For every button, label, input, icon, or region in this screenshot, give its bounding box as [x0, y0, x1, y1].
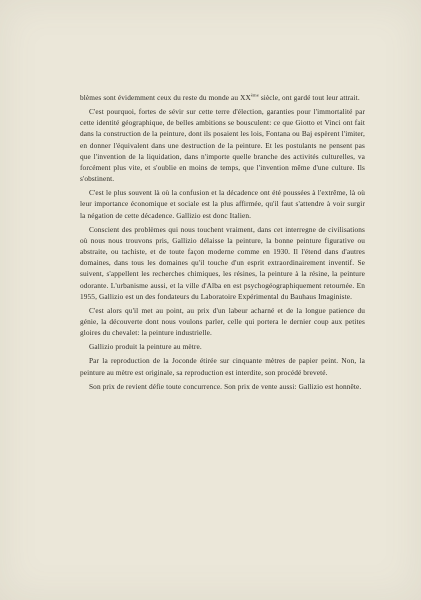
paragraph-1-text: blèmes sont évidemment ceux du reste du monde au XX [80, 93, 251, 102]
paragraph-4 [80, 224, 365, 302]
paragraph-1 [80, 92, 365, 103]
paragraph-8-text: Son prix de revient défie toute concurrence. Son prix de vente aussi: Gallizio est honnête. [89, 381, 362, 391]
paragraph-7-text: Par la reproduction de la Joconde étirée sur cinquante mètres de papier peint. Non, la peinture au mètre est originale, sa reproduction est interdite, son procédé breveté. [80, 356, 365, 377]
paragraph-2-text: C'est pourquoi, fortes de sévir sur cette terre d'élection, garanties pour l'immortalité par cette identité géographique, de belles ambitions se bousculent: ce que Giotto et Vinci ont fait dans la construction de la peinture, dont ils posaient les lois, Fontana ou Baj espèrent l'imiter, en donner l'équivalent dans une destruction de la peinture. Et les postulants ne pensent pas que l'invention de la liquidation, dans n'importe quelle branche des activités culturelles, va forcément plus vite, et s'oublie en moins de temps, que l'invention même d'une culture. Ils s'obstinent. [80, 107, 365, 184]
paragraph-3 [80, 187, 365, 220]
century-superscript: ème [250, 92, 259, 98]
paragraph-5-text: C'est alors qu'il met au point, au prix d'un labeur acharné et de la longue patience du génie, la découverte dont nous voulons parler, celle qui portera le dernier coup aux petites gloires du chevalet: la peinture industrielle. [80, 305, 365, 338]
paragraph-8 [80, 381, 365, 392]
paragraph-4-text: Conscient des problèmes qui nous touchent vraiment, dans cet interregne de civilisations où nous nous trouvons pris, Gallizio délaisse la peinture, la bonne peinture figurative ou abstraite, ou tachiste, et de toute façon moderne comme en 1930. Il l'étend dans d'autres domaines, dans tous les domaines qu'il touche d'un esprit extraordinairement inventif. Se suivent, s'appellent les recherches chimiques, les résines, la peinture à la résine, la peinture odorante. L'urbanisme aussi, et la ville d'Alba en est psychogéographiquement retournée. En 1955, Gallizio est un des fondateurs du Laboratoire Expérimental du Bauhaus Imaginiste. [80, 224, 365, 301]
paragraph-6 [80, 341, 365, 352]
paragraph-7 [80, 355, 365, 377]
body-text [80, 92, 365, 395]
paragraph-6-text: Gallizio produit la peinture au mètre. [89, 342, 202, 352]
paragraph-5 [80, 305, 365, 338]
paragraph-1-text-end: siècle, ont gardé tout leur attrait. [258, 93, 360, 102]
paragraph-3-text: C'est le plus souvent là où la confusion et la décadence ont été poussées à l'extrême, là où leur importance économique et sociale est la plus affirmée, qu'il faut s'attendre à voir surgir la négation de cette décadence. Gallizio est donc Italien. [80, 188, 365, 220]
paragraph-2 [80, 106, 365, 184]
